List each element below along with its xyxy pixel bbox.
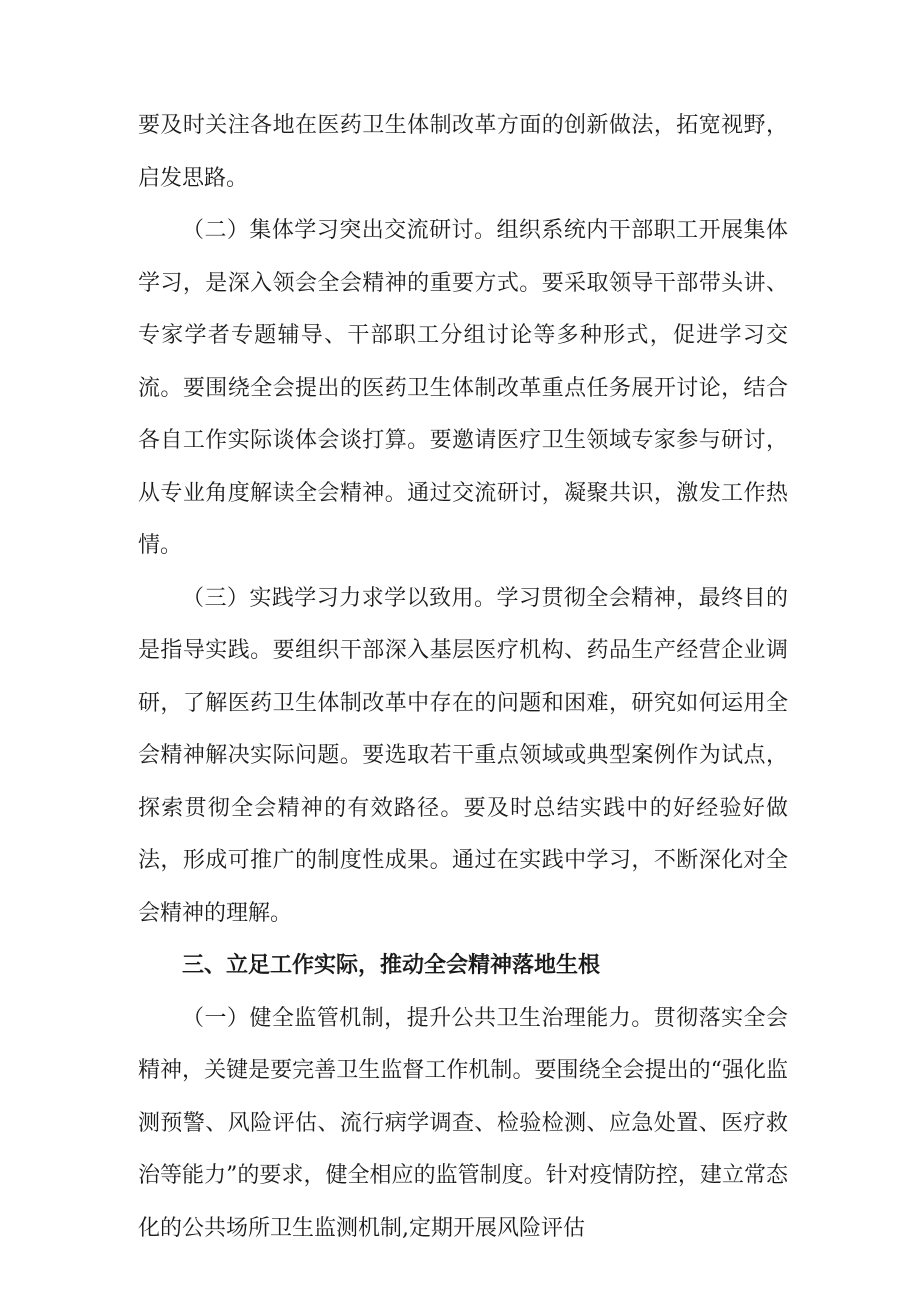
paragraph-continuation: 要及时关注各地在医药卫生体制改革方面的创新做法，拓宽视野，启发思路。 bbox=[138, 113, 788, 191]
document-page bbox=[138, 100, 788, 1255]
paragraph-collective-study: （二）集体学习突出交流研讨。组织系统内干部职工开展集体学习，是深入领会全会精神的重要方式。要采取领导干部带头讲、专家学者专题辅导、干部职工分组讨论等多种形式，促进学习交流。要围绕全会提出的医药卫生体制改革重点任务展开讨论，结合各自工作实际谈体会谈打算。要邀请医疗卫生领域专家参与研讨，从专业角度解读全会精神。通过交流研讨，凝聚共识，激发工作热情。 bbox=[138, 218, 788, 558]
paragraph-supervision-mechanism: （一）健全监管机制，提升公共卫生治理能力。贯彻落实全会精神，关键是要完善卫生监督工作机制。要围绕全会提出的“强化监测预警、风险评估、流行病学调查、检验检测、应急处置、医疗救治等能力”的要求，健全相应的监管制度。针对疫情防控，建立常态化的公共场所卫生监测机制,定期开展风险评估 bbox=[138, 1005, 788, 1241]
section-heading: 三、立足工作实际，推动全会精神落地生根 bbox=[182, 953, 601, 978]
paragraph-practice-study: （三）实践学习力求学以致用。学习贯彻全会精神，最终目的是指导实践。要组织干部深入基层医疗机构、药品生产经营企业调研，了解医药卫生体制改革中存在的问题和困难，研究如何运用全会精神解决实际问题。要选取若干重点领域或典型案例作为试点，探索贯彻全会精神的有效路径。要及时总结实践中的好经验好做法，形成可推广的制度性成果。通过在实践中学习，不断深化对全会精神的理解。 bbox=[138, 585, 788, 926]
